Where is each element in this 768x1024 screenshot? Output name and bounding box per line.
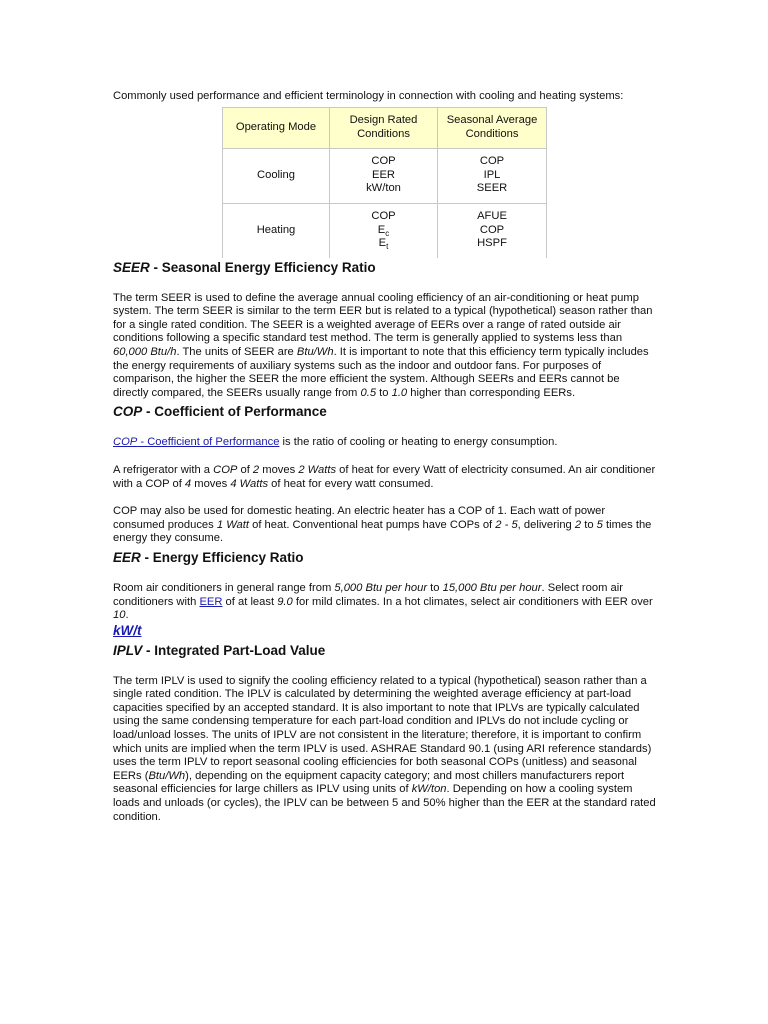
cop-heading: COP - Coefficient of Performance (113, 404, 327, 420)
cop-paragraph-2: A refrigerator with a COP of 2 moves 2 Watts of heat for every Watt of electricity consumed. An air conditioner with a COP of 4 moves 4 Watts of heat for every watt consumed. (113, 463, 656, 490)
header-operating-mode: Operating Mode (223, 107, 330, 148)
cell-cooling-design: COP EER kW/ton (330, 148, 438, 203)
iplv-paragraph: The term IPLV is used to signify the cooling efficiency related to a typical (hypothetical) season rather than a single rated condition. The IPLV is calculated by determining the weighted average efficiency at part-load capacities specified by an accepted standard. It is also important to note that IPLVs are typically calculated using the same condensing temperature for each part-load condition and IPLVs do not include cycling or load/unload losses. The units of IPLV are not consistent in the literature; therefore, it is important to confirm which units are implied when the term IPLV is used. ASHRAE Standard 90.1 (using ARI reference standards) uses the term IPLV to report seasonal cooling efficiencies for both seasonal COPs (unitless) and seasonal EERs (Btu/Wh), depending on the equipment capacity category; and most chillers manufacturers report seasonal efficiencies for large chillers as IPLV using units of kW/ton. Depending on how a cooling system loads and unloads (or cycles), the IPLV can be between 5 and 50% higher than the EER at the standard rated condition. (113, 674, 656, 823)
cell-mode-cooling: Cooling (223, 148, 330, 203)
table-row (223, 203, 547, 258)
cell-heating-seasonal: AFUE COP HSPF (438, 203, 547, 258)
document-page (113, 90, 658, 824)
eer-link[interactable]: EER (199, 595, 223, 608)
cell-cooling-seasonal: COP IPL SEER (438, 148, 547, 203)
eer-heading: EER - Energy Efficiency Ratio (113, 549, 304, 565)
intro-text: Commonly used performance and efficient terminology in connection with cooling and heating systems: (113, 90, 624, 102)
cop-paragraph-3: COP may also be used for domestic heating. An electric heater has a COP of 1. Each watt of power consumed produces 1 Watt of heat. Conventional heat pumps have COPs of 2 - 5, delivering 2 to 5 times the energy they consume. (113, 505, 652, 545)
header-design-rated: Design Rated Conditions (330, 107, 438, 148)
kwt-heading (113, 623, 658, 639)
cop-link[interactable]: COP - Coefficient of Performance (113, 436, 280, 449)
seer-paragraph: The term SEER is used to define the average annual cooling efficiency of an air-conditioning or heat pump system. The term SEER is similar to the term EER but is related to a typical (hypothetical) season rather than for a single rated condition. The SEER is a weighted average of EERs over a range of rated outside air conditions following a specific standard test method. The term is generally applied to systems less than 60,000 Btu/h. The units of SEER are Btu/Wh. It is important to note that this efficiency term typically includes the energy requirements of auxiliary systems such as the indoor and outdoor fans. For purposes of comparison, the higher the SEER the more efficient the system. Although SEERs and EERs cannot be directly compared, the SEERs usually range from 0.5 to 1.0 higher than corresponding EERs. (113, 291, 653, 399)
terminology-table (222, 107, 547, 258)
iplv-heading: IPLV - Integrated Part-Load Value (113, 642, 326, 658)
header-seasonal-average: Seasonal Average Conditions (438, 107, 547, 148)
table-row (223, 148, 547, 203)
table-header-row (223, 107, 547, 148)
kwt-link[interactable]: kW/t (113, 622, 142, 638)
seer-heading: SEER - Seasonal Energy Efficiency Ratio (113, 259, 376, 275)
cell-heating-design: COP $E_c$ $E_t$ (330, 203, 438, 258)
eer-paragraph: Room air conditioners in general range from 5,000 Btu per hour to 15,000 Btu per hour. Select room air conditioners with EER of at least 9.0 for mild climates. In a hot climates, select air conditioners with EER over 10. (113, 581, 653, 622)
cop-paragraph-1: COP - Coefficient of Performance is the ratio of cooling or heating to energy consumption. (113, 436, 558, 449)
cell-mode-heating: Heating (223, 203, 330, 258)
